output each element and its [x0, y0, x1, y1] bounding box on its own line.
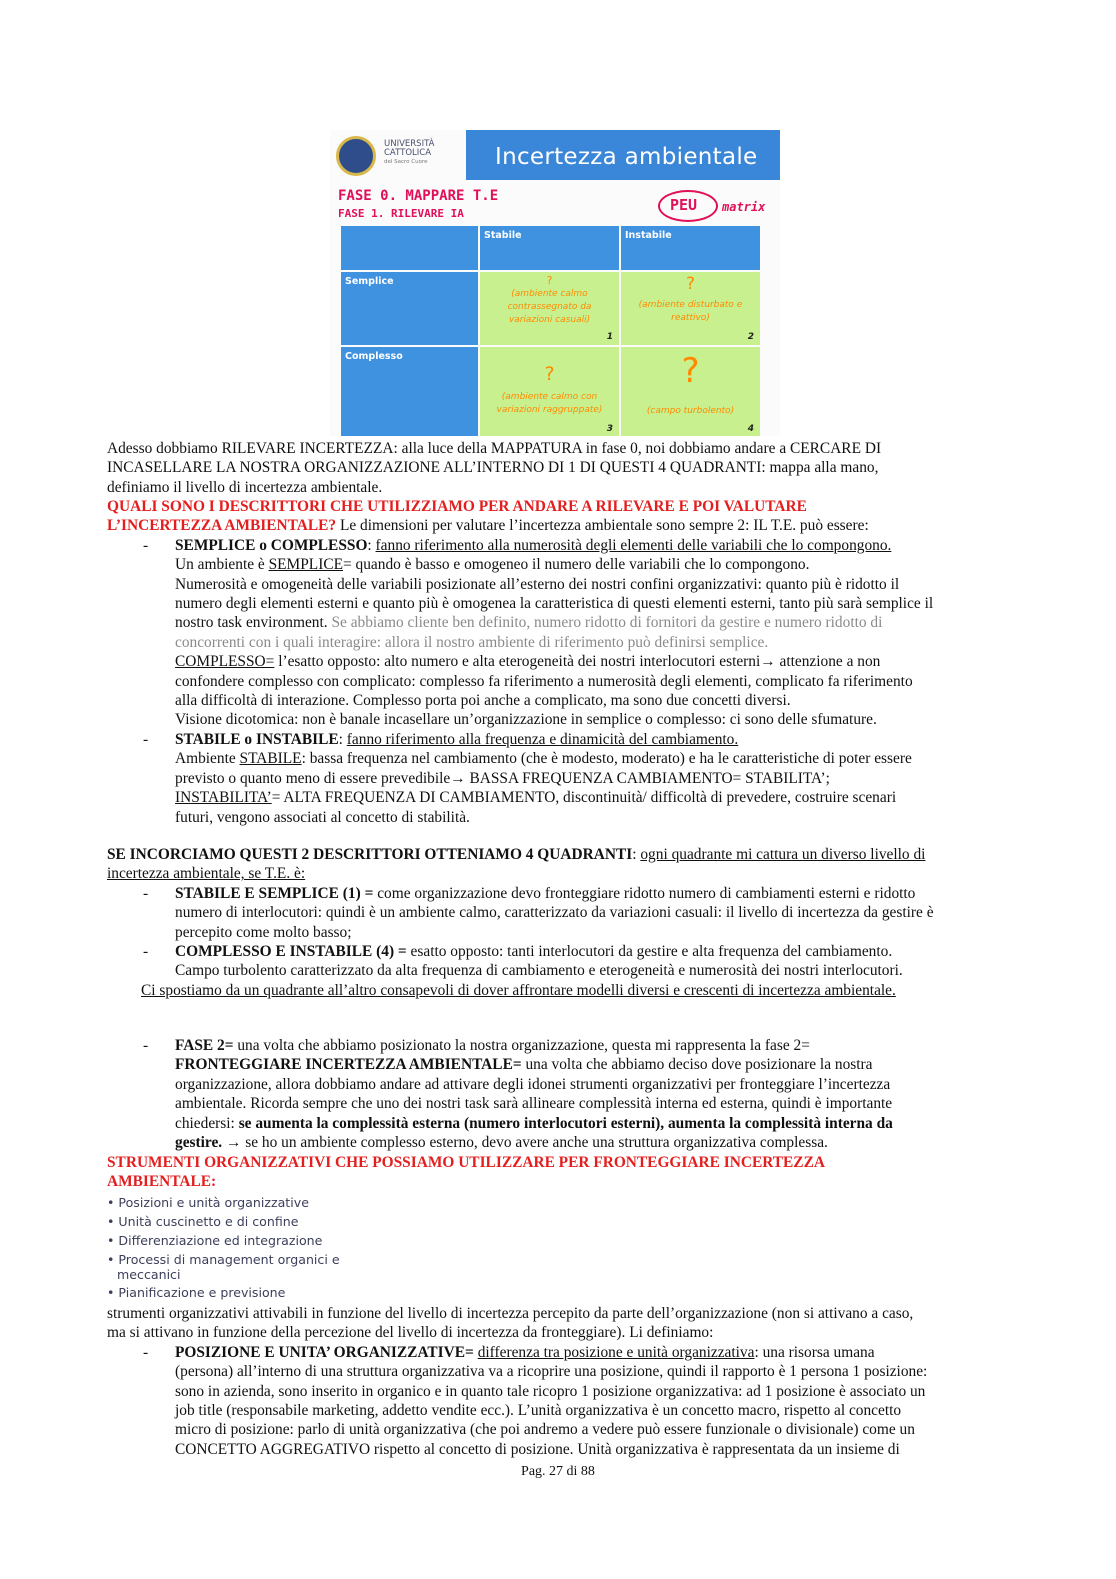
matrix-quadrant-1: ? (ambiente calmo contrassegnato da variazioni casuali) 1: [480, 272, 619, 345]
descriptors-heading: QUALI SONO I DESCRITTORI CHE UTILIZZIAMO PER ANDARE A RILEVARE E POI VALUTARE: [107, 498, 807, 515]
bullet-item: • Processi di management organici e: [107, 1252, 340, 1268]
bullet-item: meccanici: [117, 1267, 181, 1283]
matrix-row-header-complesso: Complesso: [341, 347, 478, 436]
matrix-row-header-semplice: Semplice: [341, 272, 478, 345]
bullet-item: • Posizioni e unità organizzative: [107, 1195, 309, 1210]
quadrants-section: SE INCORCIAMO QUESTI 2 DESCRITTORI OTTENIAMO 4 QUADRANTI: ogni quadrante mi cattura un diverso livello di incertezza ambientale, se T.E. è: - STABILE E SEMPLICE (1) = come organizzazione devo fronteggiare ridotto numero di cambiamenti esterni e ridotto numero di interlocutori: quindi è un ambiente calmo, caratterizzato da variazioni casuali: il livello di incertezza da gestire è percepito come molto basso; - COMPLESSO E INSTABILE (4) = esatto opposto: tanti interlocutori da gestire e alta frequenza del cambiamento. Campo turbolento caratterizzato da alta frequenza di cambiamento e eterogeneità e numerosità dei nostri interlocutori. Ci spostiamo da un quadrante all’altro consapevoli di dover affrontare modelli diversi e crescenti di incertezza ambientale.: [107, 845, 1007, 1000]
strumenti-heading: STRUMENTI ORGANIZZATIVI CHE POSSIAMO UTILIZZARE PER FRONTEGGIARE INCERTEZZA AMBIENTALE:: [107, 1154, 825, 1191]
uncertainty-matrix: [341, 226, 770, 436]
bullet-item: • Differenziazione ed integrazione: [107, 1232, 323, 1248]
strumenti-bullet-list: [107, 1194, 340, 1303]
slide-incertezza-ambientale: [330, 130, 780, 436]
university-name: UNIVERSITÀ CATTOLICA del Sacro Cuore: [384, 139, 435, 165]
list-item-stabile-semplice: - STABILE E SEMPLICE (1) = come organizzazione devo fronteggiare ridotto numero di cambiamenti esterni e ridotto: [143, 884, 916, 902]
slide-title: Incertezza ambientale: [495, 144, 758, 170]
fase2-section: - FASE 2= una volta che abbiamo posizionato la nostra organizzazione, questa mi rappresenta la fase 2= FRONTEGGIARE INCERTEZZA AMBIENTALE= una volta che abbiamo deciso dove posizionare la nostra organizzazione, allora dobbiamo andare ad attivare degli idonei strumenti organizzativi per fronteggiare l’incertezza ambientale. Ricorda sempre che uno dei nostri task sarà allineare complessità interna ed esterna, quindi è importante chiedersi: se aumenta la complessità esterna (numero interlocutori esterni), aumenta la complessità interna da gestire. → se ho un ambiente complesso esterno, devo avere anche una struttura organizzativa complessa.: [107, 1036, 1007, 1152]
handwritten-peu: PEU: [670, 196, 698, 214]
descriptors-section: QUALI SONO I DESCRITTORI CHE UTILIZZIAMO PER ANDARE A RILEVARE E POI VALUTARE L’INCERTEZZA AMBIENTALE? Le dimensioni per valutare l’incertezza ambientale sono sempre 2: IL T.E. può essere: - SEMPLICE o COMPLESSO: fanno riferimento alla numerosità degli elementi delle variabili che lo compongono. Un ambiente è SEMPLICE= quando è basso e omogeneo il numero delle variabili che lo compongono. Numerosità e omogeneità delle variabili posizionate all’esterno dei nostri confini organizzativi: quanto più è ridotto il numero degli elementi esterni e quanto più è omogenea la caratteristica di questi elementi esterni, tanto più sarà semplice il nostro task environment. Se abbiamo cliente ben definito, numero ridotto di fornitori da gestire e numero ridotto di concorrenti con i quali interagire: allora il nostro ambiente di riferimento può definirsi semplice. COMPLESSO= l’esatto opposto: alto numero e alta eterogeneità dei nostri interlocutori esterni→ attenzione a non confondere complesso con complicato: complesso fa riferimento a numerosità degli elementi, complicato fa riferimento alla difficoltà di interazione. Complesso porta poi anche a complicato, ma sono due concetti diversi. Visione dicotomica: non è banale incasellare un’organizzazione in semplice o complesso: ci sono delle sfumature. - STABILE o INSTABILE: fanno riferimento alla frequenza e dinamicità del cambiamento. Ambiente STABILE: bassa frequenza nel cambiamento (che è modesto, moderato) e ha le caratteristiche di poter essere previsto o quanto meno di essere prevedibile→ BASSA FREQUENZA CAMBIAMENTO= STABILITA’; INSTABILITA’= ALTA FREQUENZA DI CAMBIAMENTO, discontinuità/ difficoltà di prevedere, costruire scenari futuri, vengono associati al concetto di stabilità.: [107, 497, 1007, 827]
handwritten-matrix: matrix: [722, 200, 766, 214]
intro-paragraph: Adesso dobbiamo RILEVARE INCERTEZZA: alla luce della MAPPATURA in fase 0, noi dobbiamo andare a CERCARE DI INCASELLARE LA NOSTRA ORGANIZZAZIONE ALL’INTERNO DI 1 DI QUESTI 4 QUADRANTI: mappa alla mano, definiamo il livello di incertezza ambientale.: [107, 440, 882, 496]
list-item-posizione: - POSIZIONE E UNITA’ ORGANIZZATIVE= differenza tra posizione e unità organizzativa: una risorsa umana: [143, 1343, 875, 1361]
matrix-quadrant-3: ? (ambiente calmo con variazioni raggruppate) 3: [480, 347, 619, 436]
strumenti-paragraph: strumenti organizzativi attivabili in funzione del livello di incertezza percepito da parte dell’organizzazione (non si attivano a caso, ma si attivano in funzione della percezione del livello di incertezza da fronteggiare). Li definiamo: - POSIZIONE E UNITA’ ORGANIZZATIVE= differenza tra posizione e unità organizzativa: una risorsa umana (persona) all’interno di una struttura organizzativa va a ricoprire una posizione, quindi il rapporto è 1 persona 1 posizione: sono in azienda, sono inserito in organico e in quanto tale ricopro 1 posizione organizzativa: ad 1 posizione è associato un job title (responsabile marketing, addetto vendite ecc.). L’unità organizzativa è un concetto macro, rispetto al concetto micro di posizione: parlo di unità organizzativa (che poi andremo a vedere può essere funzionale o divisionale) come un CONCETTO AGGREGATIVO rispetto al concetto di posizione. Unità organizzativa è rappresentata da un insieme di: [107, 1304, 1007, 1459]
matrix-quadrant-2: ? (ambiente disturbato e reattivo) 2: [621, 272, 760, 345]
handwritten-note-fase0: FASE 0. MAPPARE T.E: [338, 188, 499, 204]
matrix-col-header-instabile: Instabile: [621, 226, 760, 270]
list-item-fase2: - FASE 2= una volta che abbiamo posizionato la nostra organizzazione, questa mi rappresenta la fase 2=: [143, 1037, 810, 1054]
handwritten-note-fase1: FASE 1. RILEVARE IA: [338, 207, 464, 220]
university-logo-icon: [336, 136, 376, 176]
list-item-complesso-instabile: - COMPLESSO E INSTABILE (4) = esatto opposto: tanti interlocutori da gestire e alta frequenza del cambiamento.: [143, 943, 893, 961]
matrix-quadrant-4: ? (campo turbolento) 4: [621, 347, 760, 436]
matrix-corner: [341, 226, 478, 270]
list-item-stabile: - STABILE o INSTABILE: fanno riferimento alla frequenza e dinamicità del cambiamento.: [143, 730, 739, 748]
page-number: Pag. 27 di 88: [521, 1464, 595, 1479]
bullet-item: • Unità cuscinetto e di confine: [107, 1213, 299, 1229]
matrix-col-header-stabile: Stabile: [480, 226, 619, 270]
bullet-item: • Pianificazione e previsione: [107, 1285, 286, 1301]
list-item-semplice: - SEMPLICE o COMPLESSO: fanno riferimento alla numerosità degli elementi delle variabili che lo compongono.: [143, 536, 892, 554]
